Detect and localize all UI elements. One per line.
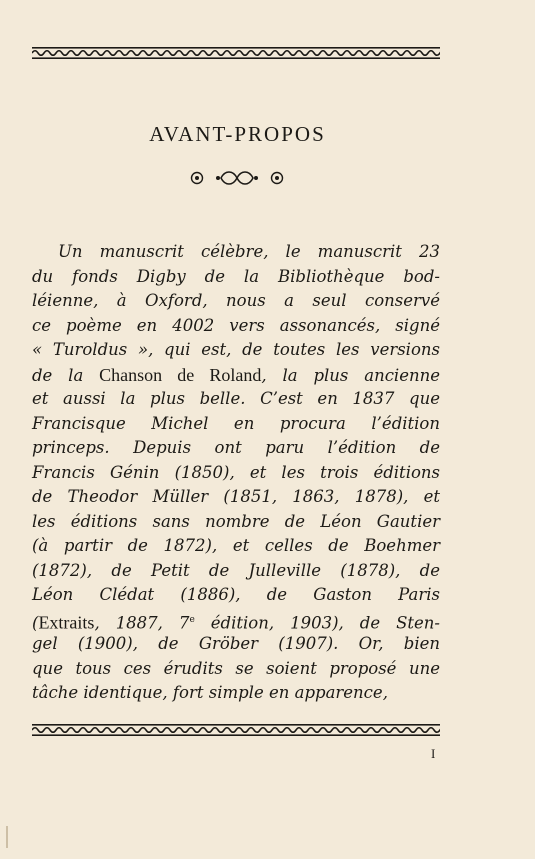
margin-mark <box>6 826 8 848</box>
text-segment: gel (1900), de Gröber (1907). Or, bien <box>32 634 440 653</box>
text-line <box>32 534 440 559</box>
text-line <box>32 338 440 363</box>
text-line <box>32 461 440 486</box>
text-line <box>32 387 440 412</box>
text-line <box>32 363 440 388</box>
text-segment: et aussi la plus belle. C’est en 1837 que <box>32 389 440 408</box>
text-segment: de Theodor Müller (1851, 1863, 1878), et <box>32 487 440 506</box>
text-segment: Francisque Michel en procura l’édition <box>32 413 440 433</box>
text-line <box>32 583 440 608</box>
text-segment: tâche identique, fort simple en apparence, <box>32 683 388 702</box>
text-line <box>32 314 440 339</box>
text-segment: que tous ces érudits se soient proposé une <box>32 658 440 678</box>
text-line <box>32 412 440 437</box>
text-line <box>32 289 440 314</box>
text-line <box>32 485 440 510</box>
upright-title-text: Chanson de Roland <box>99 364 262 385</box>
fleuron-ornament-icon <box>187 168 287 188</box>
text-segment: (à partir de 1872), et celles de Boehmer <box>32 536 440 555</box>
text-segment: e <box>189 614 195 625</box>
text-segment: « Turoldus », qui est, de toutes les versions <box>32 340 440 359</box>
text-line <box>32 265 440 290</box>
text-segment: (1872), de Petit de Julleville (1878), de <box>32 560 440 580</box>
text-segment: du fonds Digby de la Bibliothèque bod- <box>32 266 440 286</box>
text-segment: Francis Génin (1850), et les trois éditions <box>32 462 440 482</box>
text-segment: princeps. Depuis ont paru l’édition de <box>32 438 440 457</box>
text-line <box>32 510 440 535</box>
text-line <box>32 632 440 657</box>
text-segment: Léon Clédat (1886), de Gaston Paris <box>32 585 440 604</box>
text-line <box>32 608 440 633</box>
body-text <box>32 240 440 706</box>
upright-title-text: Extraits <box>38 612 95 632</box>
text-line <box>32 240 440 265</box>
text-segment: de la <box>32 365 100 385</box>
text-segment: ce poème en 4002 vers assonancés, signé <box>32 315 440 335</box>
bottom-ornamental-border <box>32 724 440 736</box>
text-segment: , 1887, 7 <box>94 613 190 632</box>
text-line <box>32 657 440 682</box>
text-line <box>32 436 440 461</box>
text-segment: édition, 1903), de Sten- <box>194 613 441 632</box>
text-segment: Un manuscrit célèbre, le manuscrit 23 <box>58 242 440 261</box>
text-segment: ( <box>32 613 39 632</box>
text-line <box>32 681 440 706</box>
page-number: I <box>431 746 436 761</box>
page-title: AVANT-PROPOS <box>149 122 326 146</box>
text-segment: , la plus ancienne <box>261 365 440 385</box>
text-segment: léienne, à Oxford, nous a seul conservé <box>32 291 440 310</box>
text-line <box>32 559 440 584</box>
top-ornamental-border <box>32 47 440 59</box>
text-segment: les éditions sans nombre de Léon Gautier <box>32 511 440 531</box>
